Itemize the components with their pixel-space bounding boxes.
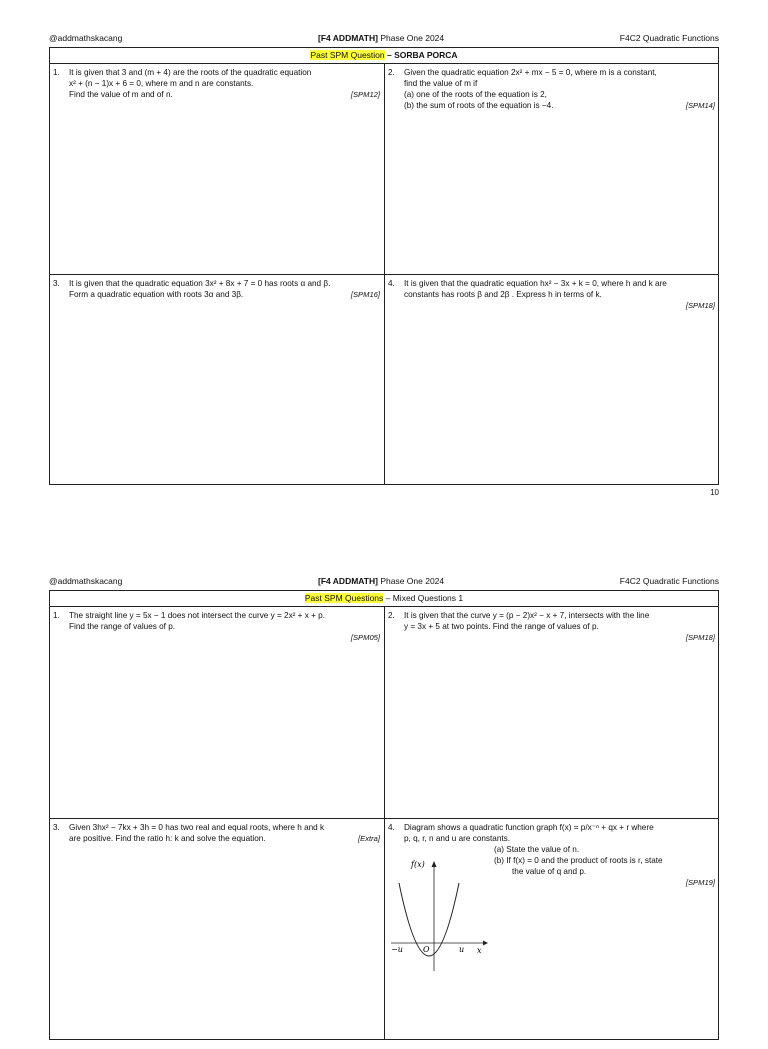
q2-line1: It is given that the curve y = (p − 2)x² − x + 7, intersects with the line (404, 611, 650, 620)
header-handle: @addmathskacang (49, 576, 123, 586)
q2-line2: y = 3x + 5 at two points. Find the range of values of p. (404, 622, 599, 631)
section-title-rest: – Mixed Questions 1 (383, 593, 464, 603)
q3-ref: [SPM16] (350, 290, 380, 299)
q4-line1: Diagram shows a quadratic function graph f(x) = p/x⁻ⁿ + qx + r where (404, 823, 654, 832)
q1-line3: Find the value of m and of n. (69, 90, 173, 99)
graph-neg-root-label: −u (391, 945, 403, 954)
graph-x-arrow (483, 941, 488, 946)
graph-y-label: f(x) (411, 860, 425, 869)
q1-line1: The straight line y = 5x − 1 does not intersect the curve y = 2x² + x + p. (69, 611, 325, 620)
q3-line2: Form a quadratic equation with roots 3α and 3β. (69, 290, 244, 299)
question-4: 4. Diagram shows a quadratic function graph f(x) = p/x⁻ⁿ + qx + r where p, q, r, n and u are constants. (a) State the value of n. (b) If f(x) = 0 and the product of roots is r, state the value of q and p. [SPM19] f(x) x O −u u (385, 819, 719, 1049)
section-title-highlight: Past SPM Questions (304, 593, 384, 603)
q3-ref: [Extra] (358, 834, 380, 843)
q3-line1: It is given that the quadratic equation 3x² + 8x + 7 = 0 has roots α and β. (69, 279, 331, 288)
q2-line2: find the value of m if (404, 79, 478, 88)
header-course: [F4 ADDMATH] Phase One 2024 (318, 33, 445, 43)
section-title (50, 48, 718, 64)
q4-part-a: (a) State the value of n. (494, 845, 580, 854)
q2-part-a: (a) one of the roots of the equation is 2, (404, 90, 547, 99)
q4-ref: [SPM18] (685, 301, 715, 310)
header-chapter: F4C2 Quadratic Functions (619, 576, 719, 586)
quadratic-graph (387, 853, 497, 973)
q1-line2: x² + (n − 1)x + 6 = 0, where m and n are constants. (69, 79, 254, 88)
worksheet-frame (49, 590, 719, 1040)
header-chapter: F4C2 Quadratic Functions (619, 33, 719, 43)
q4-ref: [SPM19] (685, 878, 715, 887)
q4-part-b1: (b) If f(x) = 0 and the product of roots is r, state (494, 856, 663, 865)
question-3: 3. Given 3hx² − 7kx + 3h = 0 has two real and equal roots, where h and k are positive. Find the ratio h: k and solve the equation. [Extra] (53, 823, 380, 843)
graph-x-label: x (477, 946, 482, 955)
q1-ref: [SPM12] (350, 90, 380, 99)
q1-line1: It is given that 3 and (m + 4) are the roots of the quadratic equation (69, 68, 312, 77)
worksheet-frame (49, 47, 719, 485)
q4-line2: constants has roots β and 2β . Express h in terms of k. (404, 290, 602, 299)
graph-pos-root-label: u (459, 945, 465, 954)
q4-part-b2: the value of q and p. (512, 867, 587, 876)
q4-line2: p, q, r, n and u are constants. (404, 834, 511, 843)
header-course: [F4 ADDMATH] Phase One 2024 (318, 576, 445, 586)
header-handle: @addmathskacang (49, 33, 123, 43)
question-2: 2. Given the quadratic equation 2x² + mx − 5 = 0, where m is a constant, find the value of m if (a) one of the roots of the equation is 2, (b) the sum of roots of the equation is −4. [SPM14] (388, 68, 715, 110)
q2-part-b: (b) the sum of roots of the equation is −4. (404, 101, 554, 110)
question-1: 1. It is given that 3 and (m + 4) are the roots of the quadratic equation x² + (n − 1)x + 6 = 0, where m and n are constants. Find the value of m and of n. [SPM12] (53, 68, 380, 99)
q2-line1: Given the quadratic equation 2x² + mx − 5 = 0, where m is a constant, (404, 68, 657, 77)
q4-line1: It is given that the quadratic equation hx² − 3x + k = 0, where h and k are (404, 279, 667, 288)
page-header (49, 576, 719, 588)
q2-ref: [SPM18] (685, 633, 715, 642)
section-title-highlight: Past SPM Question (310, 50, 385, 60)
question-1: 1. The straight line y = 5x − 1 does not intersect the curve y = 2x² + x + p. Find the range of values of p. [SPM05] (53, 611, 380, 642)
page-header (49, 33, 719, 45)
q3-line2: are positive. Find the ratio h: k and solve the equation. (69, 834, 266, 843)
q2-ref: [SPM14] (685, 101, 715, 110)
question-2: 2. It is given that the curve y = (p − 2)x² − x + 7, intersects with the line y = 3x + 5 at two points. Find the range of values of p. [SPM18] (388, 611, 715, 642)
q1-ref: [SPM05] (350, 633, 380, 642)
section-title-rest: – SORBA PORCA (384, 50, 458, 60)
graph-origin-label: O (423, 945, 430, 954)
q3-line1: Given 3hx² − 7kx + 3h = 0 has two real and equal roots, where h and k (69, 823, 325, 832)
graph-y-arrow (432, 861, 437, 867)
question-3: 3. It is given that the quadratic equation 3x² + 8x + 7 = 0 has roots α and β. Form a quadratic equation with roots 3α and 3β. [SPM16] (53, 279, 380, 299)
page-number: 10 (710, 488, 719, 497)
question-4: 4. It is given that the quadratic equation hx² − 3x + k = 0, where h and k are constants has roots β and 2β . Express h in terms of k. [SPM18] (388, 279, 715, 310)
q1-line2: Find the range of values of p. (69, 622, 176, 631)
section-title (50, 591, 718, 607)
